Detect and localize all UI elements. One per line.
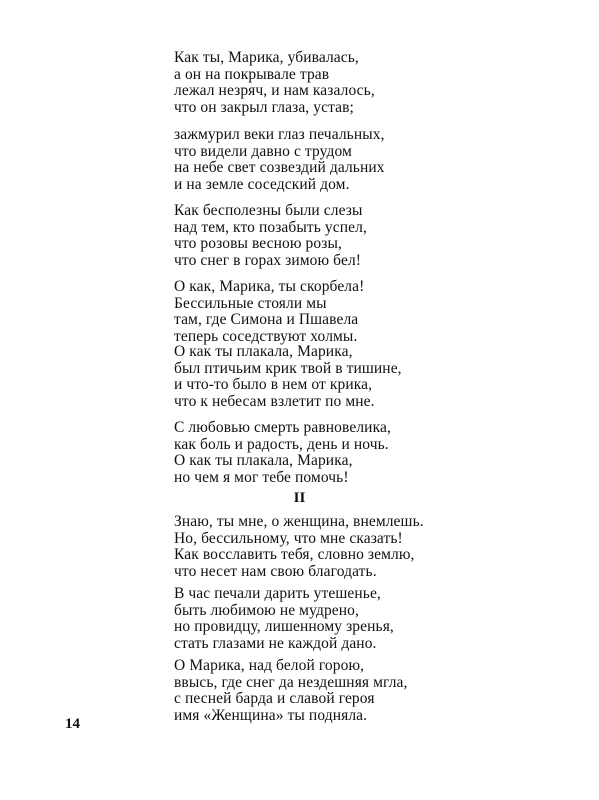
poem-line: Как ты, Марика, убивалась, — [174, 49, 359, 66]
stanza-6 — [174, 420, 391, 486]
poem-line: В час печали дарить утешенье, — [174, 585, 381, 602]
stanza-3 — [174, 203, 367, 269]
poem-line: там, где Симона и Пшавела — [174, 311, 359, 329]
stanza-1 — [174, 50, 375, 116]
poem-line: лежал незряч, и нам казалось, — [174, 82, 375, 100]
poem-line: стать глазами не каждой дано. — [174, 634, 377, 652]
stanza-5 — [174, 344, 402, 410]
poem-line: ввысь, где снег да нездешняя мгла, — [174, 673, 408, 691]
stanza-2 — [174, 127, 385, 193]
poem-line: Знаю, ты мне, о женщина, внемлешь. — [174, 513, 424, 530]
poem-line: как боль и радость, день и ночь. — [174, 435, 389, 453]
poem-line: был птичьим крик твой в тишине, — [174, 359, 402, 377]
poem-line: О как, Марика, ты скорбела! — [174, 278, 365, 295]
poem-line: имя «Женщина» ты подняла. — [174, 706, 368, 724]
poem-line: но чем я мог тебе помочь! — [174, 468, 349, 486]
poem-line: что снег в горах зимою бел! — [174, 251, 362, 269]
poem-line: О Марика, над белой горою, — [174, 657, 365, 674]
poem-line: что к небесам взлетит по мне. — [174, 392, 375, 410]
poem-line: и на земле соседский дом. — [174, 175, 350, 193]
stanza-8 — [174, 586, 394, 652]
poem-line: что розовы весною розы, — [174, 235, 342, 253]
stanza-4 — [174, 279, 364, 345]
section-number: II — [293, 490, 306, 506]
stanza-7 — [174, 514, 424, 580]
poem-line: О как ты плакала, Марика, — [174, 452, 353, 470]
poem-line: зажмурил веки глаз печальных, — [174, 126, 385, 143]
poem-line: над тем, кто позабыть успел, — [174, 218, 367, 236]
poem-line: С любовью смерть равновелика, — [174, 419, 391, 436]
poem-line: О как ты плакала, Марика, — [174, 343, 353, 360]
stanza-9 — [174, 658, 408, 724]
poem-line: теперь соседствуют холмы. — [174, 327, 358, 345]
poem-line: Но, бессильному, что мне сказать! — [174, 529, 403, 547]
poem-line: что видели давно с трудом — [174, 142, 352, 160]
poem-line: но провидцу, лишенному зренья, — [174, 618, 394, 636]
poem-line: что он закрыл глаза, устав; — [174, 98, 354, 116]
poem-line: Как бесполезны были слезы — [174, 202, 363, 219]
poem-line: и что-то было в нем от крика, — [174, 376, 373, 394]
poem-line: быть любимою не мудрено, — [174, 601, 359, 619]
page-number: 14 — [65, 716, 80, 732]
poem-line: Как восславить тебя, словно землю, — [174, 546, 415, 564]
poem-line: с песней барда и славой героя — [174, 690, 375, 708]
poem-line: на небе свет созвездий дальних — [174, 159, 385, 177]
poem-line: а он на покрывале трав — [174, 65, 330, 83]
poem-line: что несет нам свою благодать. — [174, 562, 377, 580]
poem-line: Бессильные стояли мы — [174, 294, 327, 312]
